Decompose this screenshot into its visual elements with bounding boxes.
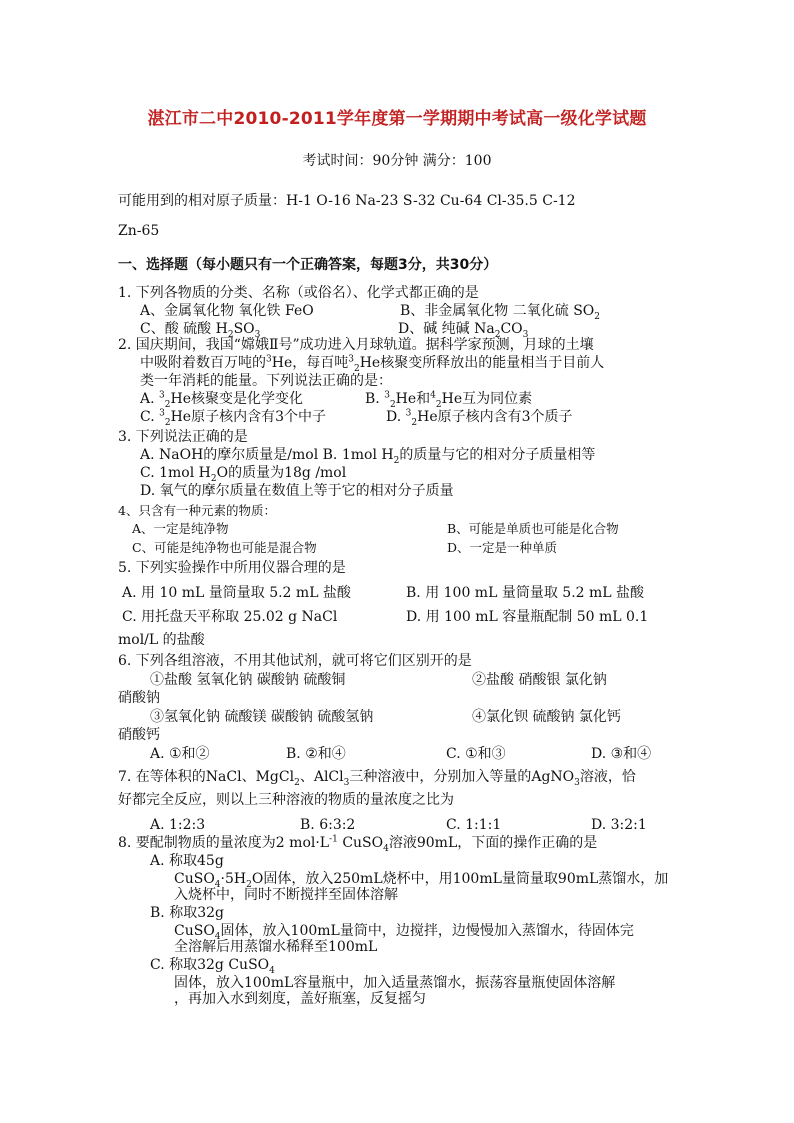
atomic-mass-line-cont: Zn-65 — [118, 223, 160, 239]
question-2-stem: 2. 国庆期间，我国“嫦娥Ⅱ号”成功进入月球轨道。据科学家预测，月球的土壤 — [118, 337, 594, 353]
q1-option-d: D、碱 纯碱 $Na_2CO_3$ — [398, 321, 529, 340]
question-2-stem-cont: 中吸附着数百万吨的$^3$He，每百吨$^3_2$He核聚变所释放出的能量相当于目前人 — [140, 354, 605, 374]
q7-option-c: C. 1:1:1 — [446, 817, 502, 833]
question-5-stem: 5. 下列实验操作中所用仪器合理的是 — [118, 560, 346, 576]
exam-info: 考试时间：90分钟 满分：100 — [302, 153, 492, 169]
q8-option-c-text: 固体，放入100mL容量瓶中，加入适量蒸馏水，振荡容量瓶使固体溶解 — [174, 975, 616, 991]
q8-option-c-label: C. 称取32g CuSO$_4$ — [150, 957, 275, 976]
question-2-stem-cont2: 类一年消耗的能量。下列说法正确的是： — [140, 373, 392, 389]
q6-group-4-cont: 硝酸钙 — [118, 727, 160, 743]
q6-group-2: ②盐酸 硝酸银 氯化钠 — [472, 672, 607, 688]
q3-option-ab: A. NaOH的摩尔质量是/mol B. 1mol $H_2$的质量与它的相对分子质量相等 — [140, 447, 596, 466]
q3-option-c: C. 1mol $H_2O$的质量为18g /mol — [140, 465, 347, 484]
q6-group-1: ①盐酸 氢氧化钠 碳酸钠 硫酸铜 — [150, 672, 346, 688]
q5-option-a: A. 用 10 mL 量筒量取 5.2 mL 盐酸 — [122, 585, 351, 601]
q8-option-b-text: CuSO$_4$固体，放入100mL量筒中，边搅拌，边慢慢加入蒸馏水，待固体完 — [174, 923, 634, 942]
q2-option-a: A. $^3_2$He核聚变是化学变化 — [140, 390, 303, 410]
q6-option-c: C. ①和③ — [446, 746, 506, 762]
q5-option-d: D. 用 100 mL 容量瓶配制 50 mL 0.1 — [406, 609, 649, 625]
q7-option-a: A. 1:2:3 — [150, 817, 206, 833]
q7-option-d: D. 3:2:1 — [591, 817, 647, 833]
exam-title: 湛江市二中2010-2011学年度第一学期期中考试高一级化学试题 — [147, 109, 647, 129]
q4-option-a: A、一定是纯净物 — [132, 521, 229, 536]
q2-option-b: B. $^3_2$He和$^4_2$He互为同位素 — [365, 390, 533, 410]
q6-option-a: A. ①和② — [150, 746, 210, 762]
q1-option-b: B、非金属氧化物 二氧化硫 $SO_2$ — [400, 303, 600, 322]
q8-option-c-text-cont: ，再加入水到刻度，盖好瓶塞，反复摇匀 — [174, 991, 426, 1007]
q2-option-d: D. $^3_2$He原子核内含有3个质子 — [386, 408, 573, 428]
q5-option-b: B. 用 100 mL 量筒量取 5.2 mL 盐酸 — [406, 585, 645, 601]
q8-option-a-text: $CuSO_4\cdot 5H_2O$固体，放入250mL烧杯中，用100mL量筒量取90mL蒸馏水，加 — [174, 871, 669, 890]
question-6-stem: 6. 下列各组溶液，不用其他试剂，就可将它们区别开的是 — [118, 653, 472, 669]
atomic-mass-line: 可能用到的相对原子质量：H-1 O-16 Na-23 S-32 Cu-64 Cl-35.5 C-12 — [118, 193, 576, 209]
q8-option-b-text-cont: 全溶解后用蒸馏水稀释至100mL — [174, 939, 378, 955]
q7-option-b: B. 6:3:2 — [300, 817, 356, 833]
q5-option-c: C. 用托盘天平称取 25.02 g NaCl — [122, 609, 338, 625]
q6-option-b: B. ②和④ — [286, 746, 346, 762]
question-4-stem: 4、只含有一种元素的物质： — [118, 503, 276, 518]
q4-option-b: B、可能是单质也可能是化合物 — [447, 521, 619, 536]
q6-group-2-cont: 硝酸钠 — [118, 690, 160, 706]
q4-option-d: D、一定是一种单质 — [447, 540, 558, 555]
q8-option-a-label: A. 称取45g — [150, 853, 224, 869]
q3-option-d: D. 氧气的摩尔质量在数值上等于它的相对分子质量 — [140, 483, 454, 499]
q2-option-c: C. $^3_2$He原子核内含有3个中子 — [140, 408, 326, 428]
q5-option-d-cont: mol/L 的盐酸 — [118, 632, 205, 648]
question-1-stem: 1. 下列各物质的分类、名称（或俗名）、化学式都正确的是 — [118, 285, 479, 301]
q8-option-b-label: B. 称取32g — [150, 905, 224, 921]
question-7-stem: 7. 在等体积的NaCl、MgCl$_2$、AlCl$_3$三种溶液中，分别加入等量的AgNO$_3$溶液，恰 — [118, 769, 636, 788]
q4-option-c: C、可能是纯净物也可能是混合物 — [132, 540, 317, 555]
q6-group-3: ③氢氧化钠 硫酸镁 碳酸钠 硫酸氢钠 — [150, 709, 374, 725]
question-8-stem: 8. 要配制物质的量浓度为2 $mol\cdot L^{-1}$ CuSO$_4$溶液90mL，下面的操作正确的是 — [118, 834, 598, 854]
q6-group-4: ④氯化钡 硫酸钠 氯化钙 — [472, 709, 621, 725]
question-7-stem-cont: 好都完全反应，则以上三种溶液的物质的量浓度之比为 — [118, 792, 454, 808]
q1-option-c: C、酸 硫酸 $H_2SO_3$ — [140, 321, 261, 340]
q1-option-a: A、金属氧化物 氧化铁 FeO — [140, 303, 314, 319]
section-heading: 一、选择题（每小题只有一个正确答案，每题3分，共30分） — [118, 257, 498, 273]
q6-option-d: D. ③和④ — [591, 746, 652, 762]
question-3-stem: 3. 下列说法正确的是 — [118, 429, 248, 445]
q8-option-a-text-cont: 入烧杯中，同时不断搅拌至固体溶解 — [174, 887, 398, 903]
